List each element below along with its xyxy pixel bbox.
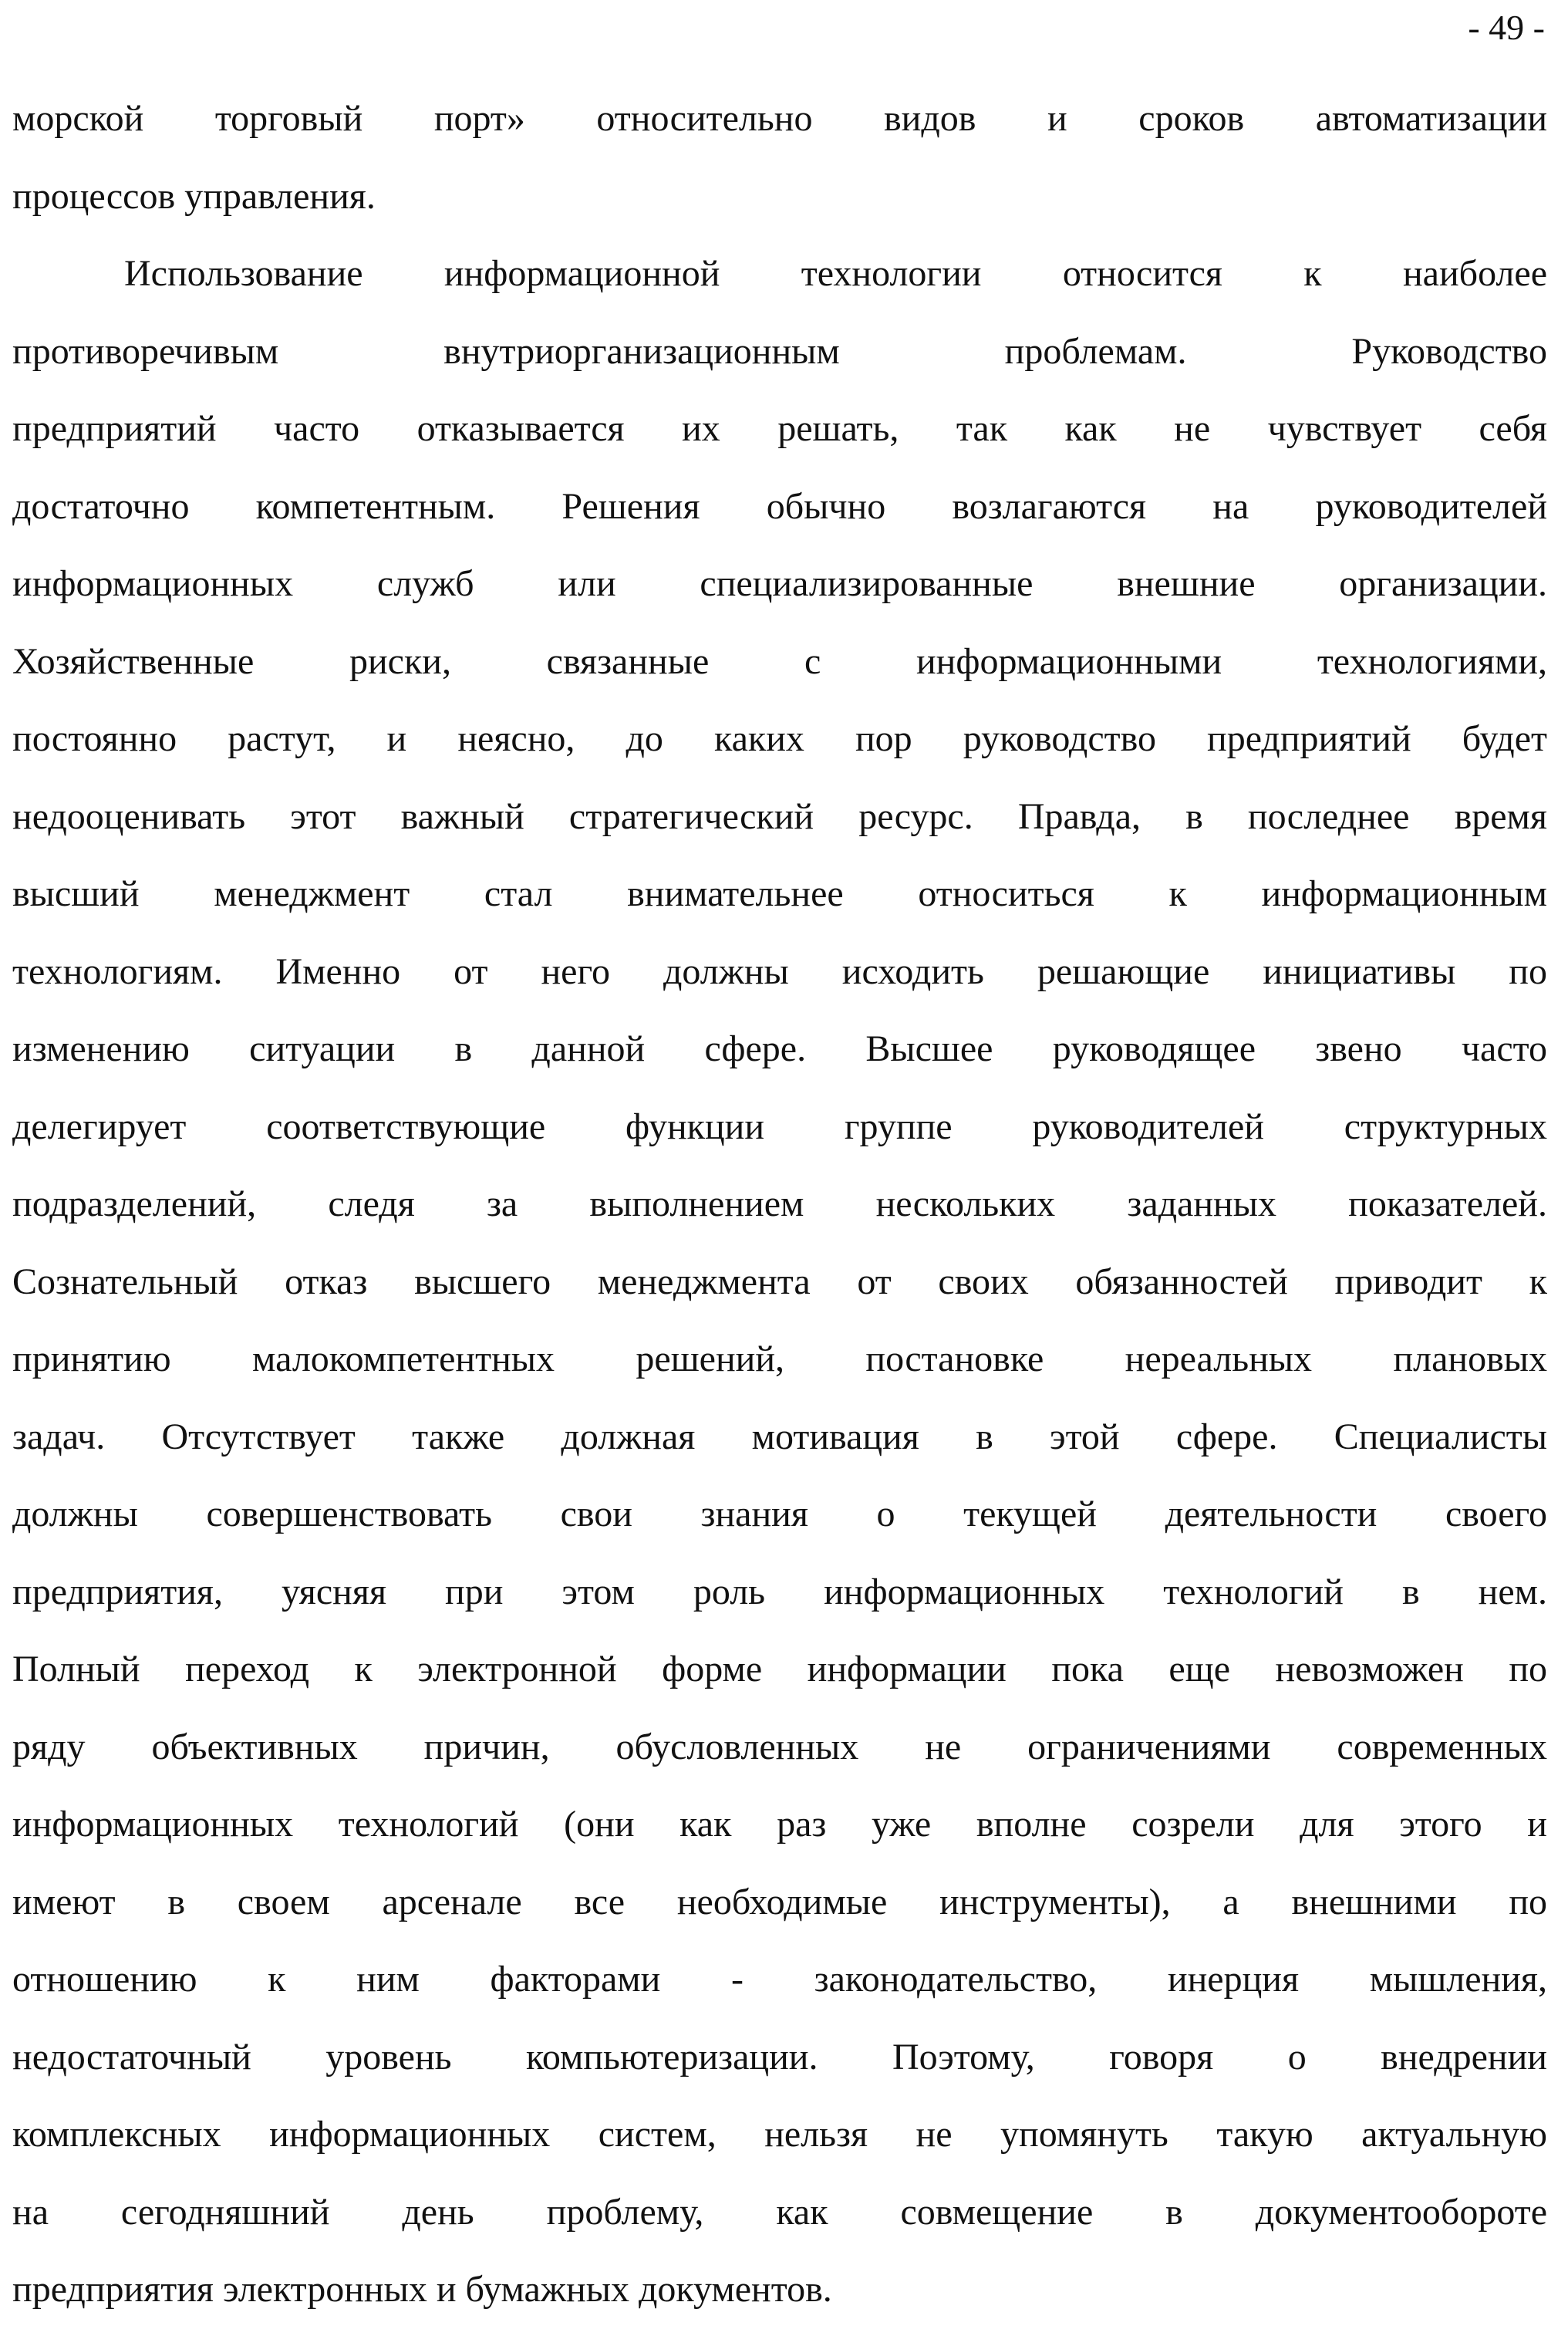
text-line: принятию малокомпетентных решений, постановке нереальных плановых bbox=[12, 1338, 1547, 1379]
text-line: Сознательный отказ высшего менеджмента от своих обязанностей приводит к bbox=[12, 1261, 1547, 1302]
text-line: имеют в своем арсенале все необходимые инструменты), а внешними по bbox=[12, 1881, 1547, 1922]
text-line: отношению к ним факторами - законодательство, инерция мышления, bbox=[12, 1959, 1547, 2000]
text-line: должны совершенствовать свои знания о текущей деятельности своего bbox=[12, 1494, 1547, 1534]
text-line: задач. Отсутствует также должная мотивация в этой сфере. Специалисты bbox=[12, 1416, 1547, 1457]
text-line: постоянно растут, и неясно, до каких пор руководство предприятий будет bbox=[12, 718, 1547, 759]
text-line: процессов управления. bbox=[12, 175, 376, 217]
text-line: ряду объективных причин, обусловленных не ограничениями современных bbox=[12, 1726, 1547, 1767]
text-line: достаточно компетентным. Решения обычно возлагаются на руководителей bbox=[12, 485, 1547, 527]
text-line: информационных технологий (они как раз уже вполне созрели для этого и bbox=[12, 1804, 1547, 1845]
text-line: делегирует соответствующие функции группе руководителей структурных bbox=[12, 1105, 1547, 1147]
text-line: недооценивать этот важный стратегический ресурс. Правда, в последнее время bbox=[12, 795, 1547, 837]
text-line: Хозяйственные риски, связанные с информационными технологиями, bbox=[12, 640, 1547, 682]
text-line: предприятия, уясняя при этом роль информационных технологий в нем. bbox=[12, 1571, 1547, 1612]
text-line: изменению ситуации в данной сфере. Высшее руководящее звено часто bbox=[12, 1028, 1547, 1069]
text-line: противоречивым внутриорганизационным проблемам. Руководство bbox=[12, 330, 1547, 372]
text-line: Полный переход к электронной форме информации пока еще невозможен по bbox=[12, 1649, 1547, 1689]
text-line: подразделений, следя за выполнением нескольких заданных показателей. bbox=[12, 1183, 1547, 1224]
text-line: информационных служб или специализированные внешние организации. bbox=[12, 563, 1547, 604]
page-number: - 49 - bbox=[1468, 8, 1545, 47]
text-line: на сегодняшний день проблему, как совмещение в документообороте bbox=[12, 2191, 1547, 2233]
text-line: предприятий часто отказывается их решать, так как не чувствует себя bbox=[12, 408, 1547, 449]
text-line: комплексных информационных систем, нельзя не упомянуть такую актуальную bbox=[12, 2114, 1547, 2155]
text-line: высший менеджмент стал внимательнее относиться к информационным bbox=[12, 873, 1547, 914]
text-line: морской торговый порт» относительно видов и сроков автоматизации bbox=[12, 98, 1547, 139]
paragraph-last-line: предприятия электронных и бумажных документов. bbox=[12, 2269, 832, 2310]
paragraph-first-line: Использование информационной технологии относится к наиболее bbox=[124, 253, 1547, 294]
body-text bbox=[12, 80, 1547, 2329]
text-line: недостаточный уровень компьютеризации. Поэтому, говоря о внедрении bbox=[12, 2036, 1547, 2078]
text-line: технологиям. Именно от него должны исходить решающие инициативы по bbox=[12, 950, 1547, 992]
